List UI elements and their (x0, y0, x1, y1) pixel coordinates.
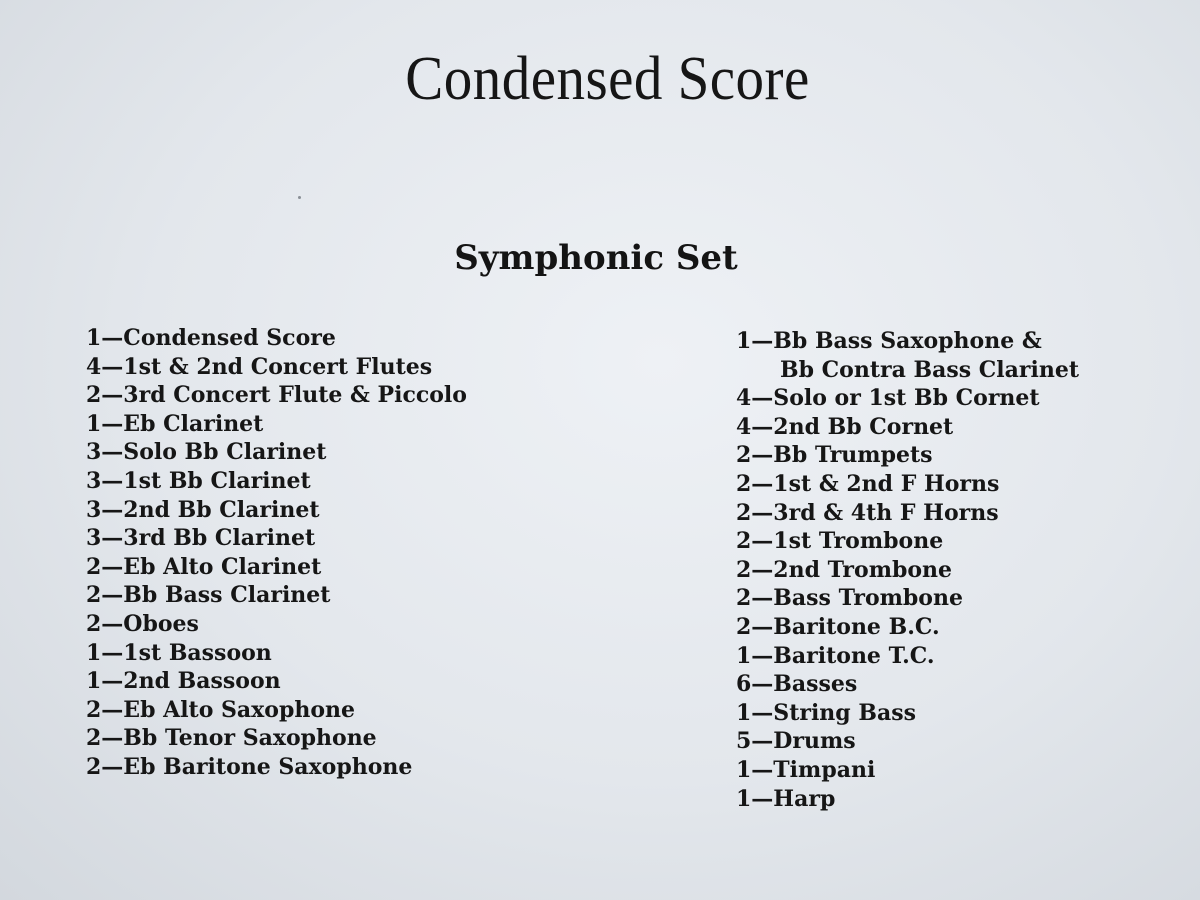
list-item-continuation: Bb Contra Bass Clarinet (780, 356, 1079, 383)
set-title: Symphonic Set (454, 238, 738, 278)
list-item: 2—Baritone B.C. (736, 613, 940, 640)
list-item: 3—Solo Bb Clarinet (86, 439, 327, 466)
list-item: 1—Harp (736, 785, 836, 812)
list-item: 2—3rd & 4th F Horns (736, 499, 999, 526)
list-item: 1—Baritone T.C. (736, 642, 935, 669)
list-item: 2—Bb Trumpets (736, 442, 933, 469)
parts-list-right (736, 327, 1079, 813)
list-item: 1—Bb Bass Saxophone & (736, 328, 1042, 354)
list-item: 6—Basses (736, 671, 858, 698)
list-item: 2—Bb Bass Clarinet (86, 582, 331, 609)
list-item: 4—Solo or 1st Bb Cornet (736, 385, 1040, 412)
list-item: 2—Oboes (86, 610, 199, 637)
document-title: Condensed Score (405, 45, 810, 113)
list-item: 2—1st & 2nd F Horns (736, 470, 1000, 497)
list-item: 5—Drums (736, 728, 856, 755)
list-item: 3—3rd Bb Clarinet (86, 525, 316, 552)
list-item: 1—2nd Bassoon (86, 668, 281, 695)
list-item: 2—Eb Alto Clarinet (86, 553, 322, 580)
list-item: 1—Timpani (736, 756, 876, 783)
list-item: 2—Eb Alto Saxophone (86, 696, 356, 723)
list-item: 2—1st Trombone (736, 528, 944, 555)
list-item: 3—1st Bb Clarinet (86, 467, 311, 494)
list-item: 1—Condensed Score (86, 325, 336, 351)
list-item: 4—2nd Bb Cornet (736, 413, 954, 440)
list-item: 2—Bass Trombone (736, 585, 963, 612)
paper-speck (298, 196, 301, 199)
list-item: 2—3rd Concert Flute & Piccolo (86, 382, 467, 409)
list-item: 2—Eb Baritone Saxophone (86, 753, 413, 780)
list-item: 2—2nd Trombone (736, 556, 953, 583)
parts-list-left (86, 324, 467, 782)
list-item: 4—1st & 2nd Concert Flutes (86, 353, 433, 380)
list-item: 3—2nd Bb Clarinet (86, 496, 320, 523)
list-item: 1—String Bass (736, 699, 916, 726)
list-item: 2—Bb Tenor Saxophone (86, 725, 377, 752)
list-item: 1—Eb Clarinet (86, 410, 264, 437)
list-item: 1—1st Bassoon (86, 639, 272, 666)
